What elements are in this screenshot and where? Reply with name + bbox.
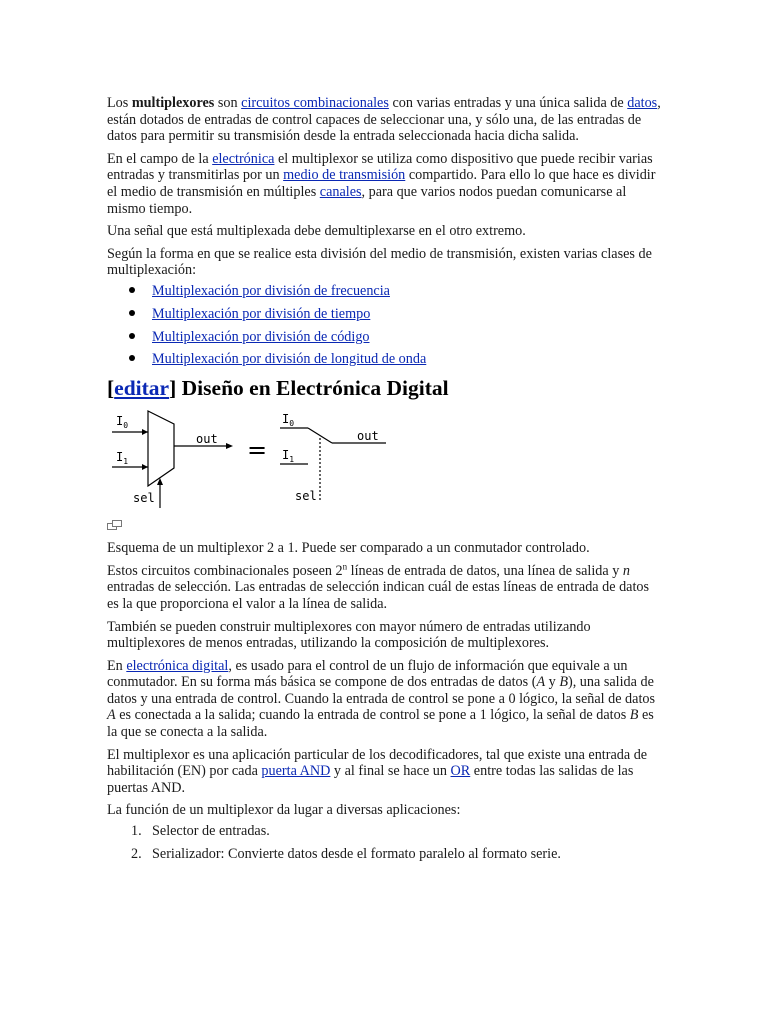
link-division-frecuencia[interactable]: Multiplexación por división de frecuencia — [152, 282, 390, 299]
switch-label-out: out — [357, 429, 379, 444]
text: ), una salida de datos y una entrada de control. Cuando la entrada de control se pone a 0 lógico, la señal de datos — [107, 674, 656, 707]
list-item — [107, 306, 663, 329]
intro-paragraph-1 — [107, 95, 663, 145]
arrow-icon — [142, 464, 148, 470]
intro-paragraph-3: Una señal que está multiplexada debe demultiplexarse en el otro extremo. — [107, 223, 526, 240]
text: es la que se conecta a la salida. — [107, 707, 654, 741]
link-puerta-and[interactable]: puerta AND — [261, 763, 331, 780]
multiplexer-diagram — [110, 406, 410, 508]
body-paragraph-2: También se pueden construir multiplexores con mayor número de entradas utilizando multiplexores de menos entradas, utilizando la composición de multiplexores. — [107, 618, 591, 652]
bullet-icon — [129, 310, 135, 316]
link-circuitos-combinacionales[interactable]: circuitos combinacionales — [241, 95, 389, 111]
link-medio-de-transmision[interactable]: medio de transmisión — [283, 167, 406, 184]
text: y al final se hace un — [330, 763, 451, 780]
text: el multiplexor se utiliza como dispositivo que puede recibir varias entradas y transmitirlas por un — [107, 150, 653, 184]
article-content — [107, 95, 663, 869]
text: En — [107, 657, 127, 674]
link-electronica-digital[interactable]: electrónica digital — [126, 657, 229, 674]
switch-lever — [308, 428, 332, 443]
list-item — [107, 351, 663, 374]
enlarge-control[interactable] — [107, 516, 663, 536]
text: compartido. Para ello lo que hace es dividir el medio de transmisión en múltiples — [107, 167, 656, 200]
term-multiplexores: multiplexores — [131, 95, 215, 111]
label-sel: sel — [133, 491, 155, 506]
label-out: out — [196, 432, 218, 447]
text: , es usado para el control de un flujo de información que equivale a un conmutador. En su forma más básica se compone de dos entradas de datos ( — [107, 657, 628, 691]
section-heading — [107, 376, 663, 400]
variable: B — [559, 674, 568, 691]
text: con varias entradas y una única salida de — [388, 95, 628, 111]
link-division-tiempo[interactable]: Multiplexación por división de tiempo — [152, 305, 371, 322]
superscript: n — [342, 560, 348, 571]
arrow-icon — [142, 429, 148, 435]
text: líneas de entrada de datos, una línea de salida y — [347, 562, 623, 579]
list-number: 1. — [131, 823, 142, 840]
link-division-codigo[interactable]: Multiplexación por división de código — [152, 328, 370, 345]
label-i1: $I_1$ — [116, 450, 129, 467]
bracket: ] — [169, 376, 177, 401]
bullet-icon — [129, 355, 135, 361]
text: son — [214, 95, 242, 111]
switch-label-i0: $I_0$ — [282, 412, 295, 429]
body-paragraph-3 — [107, 658, 663, 741]
text: y — [545, 674, 560, 691]
variable: A — [107, 707, 116, 724]
label-i0: $I_0$ — [116, 414, 129, 431]
list-item — [107, 283, 663, 306]
list-number: 2. — [131, 846, 142, 863]
mux-body — [148, 411, 174, 486]
multiplexer-diagram-svg — [110, 406, 410, 508]
body-paragraph-4 — [107, 747, 663, 797]
text: , están dotados de entradas de control capaces de seleccionar una, y sólo una, de las entradas de datos para permitir su transmisión desde la entrada seleccionada hacia dicha salida. — [107, 95, 661, 145]
switch-label-i1: $I_1$ — [282, 448, 295, 465]
intro-paragraph-2 — [107, 151, 663, 217]
equals-sign: = — [247, 436, 268, 465]
variable: n — [622, 562, 630, 579]
list-item — [107, 823, 663, 846]
bullet-icon — [129, 287, 135, 293]
section-title: Diseño en Electrónica Digital — [176, 376, 449, 401]
text: Los — [107, 95, 132, 111]
variable: B — [629, 707, 639, 724]
link-canales[interactable]: canales — [319, 183, 362, 200]
multiplexing-types-list — [107, 283, 663, 374]
link-electronica[interactable]: electrónica — [212, 150, 275, 167]
text: El multiplexor es una aplicación particular de los decodificadores, tal que existe una entrada de habilitación (EN) por cada — [107, 746, 648, 780]
text: es conectada a la salida; cuando la entrada de control se pone a 1 lógico, la señal de datos — [115, 707, 630, 724]
text: , para que varios nodos puedan comunicarse al mismo tiempo. — [107, 183, 627, 217]
body-paragraph-5: La función de un multiplexor da lugar a diversas aplicaciones: — [107, 802, 461, 819]
link-or[interactable]: OR — [450, 763, 471, 780]
bracket: [ — [107, 376, 115, 401]
list-text: Selector de entradas. — [152, 823, 270, 840]
list-item — [107, 846, 663, 869]
link-division-longitud-onda[interactable]: Multiplexación por división de longitud de onda — [152, 351, 427, 368]
list-item — [107, 329, 663, 352]
text: En el campo de la — [107, 150, 213, 167]
text: entradas de selección. Las entradas de selección indican cuál de estas líneas de entrada de datos es la que proporciona el valor a la línea de salida. — [107, 579, 650, 612]
switch-label-sel: sel — [295, 489, 317, 504]
text: entre todas las salidas de las puertas AND. — [107, 763, 634, 796]
link-datos[interactable]: datos — [627, 95, 658, 111]
edit-section-link[interactable]: editar — [114, 376, 170, 401]
magnify-icon[interactable] — [107, 520, 122, 531]
intro-paragraph-4: Según la forma en que se realice esta división del medio de transmisión, existen varias clases de multiplexación: — [107, 245, 652, 279]
variable: A — [536, 674, 546, 691]
text: Estos circuitos combinacionales poseen 2 — [107, 562, 343, 579]
bullet-icon — [129, 333, 135, 339]
list-text: Serializador: Convierte datos desde el formato paralelo al formato serie. — [152, 846, 561, 863]
figure-caption: Esquema de un multiplexor 2 a 1. Puede ser comparado a un conmutador controlado. — [107, 540, 590, 557]
applications-list — [107, 823, 663, 869]
body-paragraph-1 — [107, 560, 663, 613]
arrow-icon — [226, 443, 233, 449]
